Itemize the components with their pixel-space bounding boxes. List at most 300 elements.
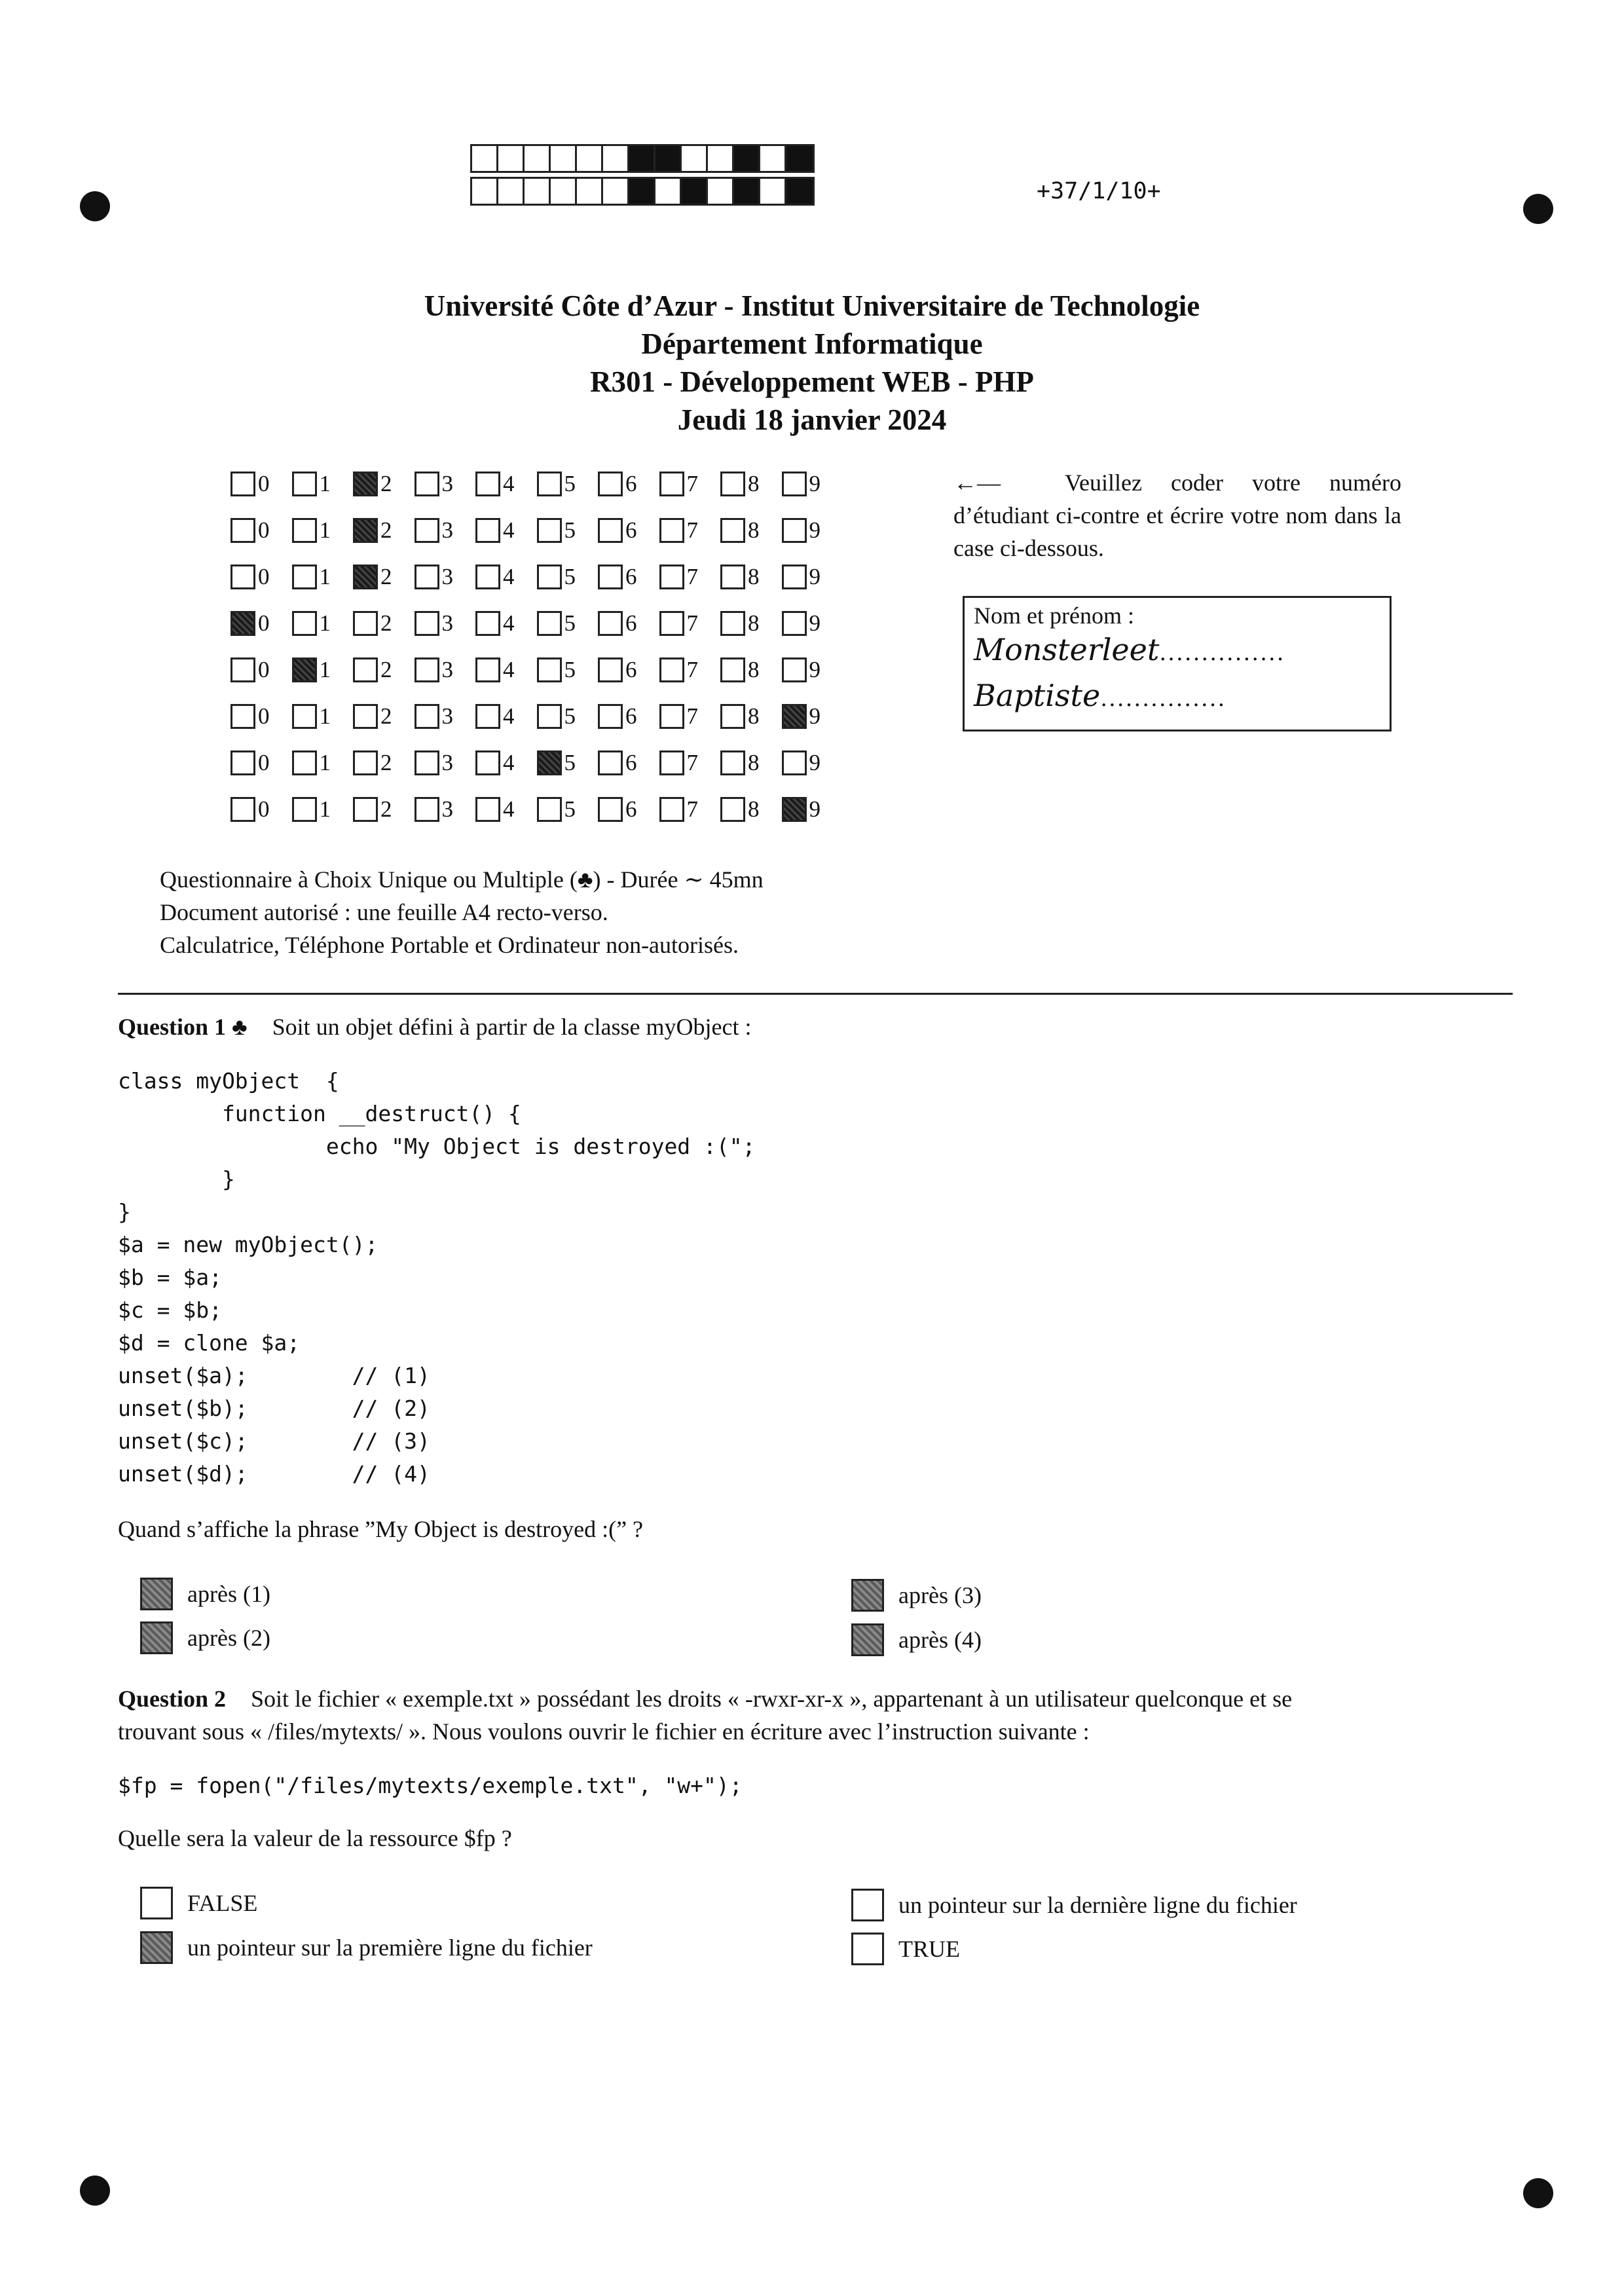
digit-checkbox[interactable] <box>659 657 684 682</box>
student-number-row <box>231 786 843 832</box>
q2-option-last-line-checkbox[interactable] <box>851 1889 884 1921</box>
digit-checkbox[interactable] <box>659 565 684 589</box>
corner-mark-bottom-right <box>1523 2178 1553 2208</box>
student-number-row <box>231 460 843 507</box>
q2-line-1 <box>118 1682 1513 1715</box>
digit-checkbox[interactable] <box>231 611 255 636</box>
digit-checkbox[interactable] <box>353 704 378 729</box>
digit-option[interactable] <box>537 564 599 590</box>
digit-option[interactable] <box>598 471 659 497</box>
digit-label: 2 <box>380 610 392 636</box>
digit-checkbox[interactable] <box>598 518 623 543</box>
digit-checkbox[interactable] <box>537 472 562 496</box>
digit-label: 1 <box>319 749 331 775</box>
digit-checkbox[interactable] <box>720 611 745 636</box>
last-name-handwriting: Monsterleet <box>974 632 1160 667</box>
digit-option[interactable] <box>415 564 476 590</box>
digit-option[interactable] <box>537 796 599 823</box>
digit-label: 6 <box>625 610 637 636</box>
digit-label: 7 <box>686 610 698 636</box>
student-number-grid <box>231 460 843 832</box>
digit-option[interactable] <box>782 796 843 823</box>
q1-option-4[interactable] <box>851 1623 982 1656</box>
binary-code-row-1 <box>470 144 815 173</box>
digit-option[interactable] <box>659 796 721 823</box>
corner-mark-bottom-left <box>80 2176 110 2206</box>
digit-label: 5 <box>564 610 576 636</box>
digit-checkbox[interactable] <box>292 750 317 775</box>
digit-option[interactable] <box>598 610 659 637</box>
q1-option-2-checkbox[interactable] <box>140 1621 173 1654</box>
digit-option[interactable] <box>720 564 782 590</box>
digit-label: 1 <box>319 517 331 543</box>
digit-label: 7 <box>686 703 698 729</box>
digit-checkbox[interactable] <box>537 704 562 729</box>
q2-option-last-line-label: un pointeur sur la dernière ligne du fichier <box>898 1892 1297 1918</box>
digit-checkbox[interactable] <box>353 611 378 636</box>
digit-label: 4 <box>503 517 515 543</box>
digit-option[interactable] <box>659 703 721 730</box>
name-box-title: Nom et prénom : <box>974 602 1134 629</box>
digit-label: 8 <box>748 749 760 775</box>
digit-checkbox[interactable] <box>782 657 807 682</box>
digit-label: 5 <box>564 656 576 682</box>
digit-checkbox[interactable] <box>537 611 562 636</box>
digit-option[interactable] <box>720 610 782 637</box>
instructions-text: Veuillez coder votre numéro d’étudiant ci-contre et écrire votre nom dans la case ci-dessous. <box>953 470 1401 561</box>
digit-checkbox[interactable] <box>475 750 500 775</box>
digit-label: 1 <box>319 563 331 589</box>
digit-label: 4 <box>503 610 515 636</box>
q1-label: Question 1 ♣ <box>118 1014 248 1040</box>
digit-checkbox[interactable] <box>353 472 378 496</box>
digit-option[interactable] <box>231 657 292 683</box>
q2-question: Quelle sera la valeur de la ressource $fp ? <box>118 1825 512 1851</box>
digit-option[interactable] <box>782 564 843 590</box>
digit-checkbox[interactable] <box>231 472 255 496</box>
digit-option[interactable] <box>720 796 782 823</box>
q1-heading <box>118 1010 751 1043</box>
digit-option[interactable] <box>659 517 721 544</box>
digit-checkbox[interactable] <box>415 518 439 543</box>
digit-label: 0 <box>258 563 270 589</box>
q2-option-true[interactable] <box>851 1933 960 1965</box>
digit-checkbox[interactable] <box>659 472 684 496</box>
q2-option-true-label: TRUE <box>898 1936 960 1962</box>
header-divider <box>118 993 1513 995</box>
digit-option[interactable] <box>415 750 476 776</box>
digit-option[interactable] <box>537 657 599 683</box>
q2-option-true-checkbox[interactable] <box>851 1933 884 1965</box>
digit-checkbox[interactable] <box>415 565 439 589</box>
digit-option[interactable] <box>659 564 721 590</box>
digit-checkbox[interactable] <box>782 797 807 822</box>
q2-option-last-line[interactable] <box>851 1889 1297 1921</box>
digit-label: 0 <box>258 610 270 636</box>
header-department: Département Informatique <box>641 327 983 360</box>
digit-label: 8 <box>748 563 760 589</box>
digit-option[interactable] <box>475 564 537 590</box>
digit-label: 3 <box>441 610 453 636</box>
digit-option[interactable] <box>782 657 843 683</box>
digit-checkbox[interactable] <box>659 797 684 822</box>
digit-label: 2 <box>380 470 392 496</box>
digit-option[interactable] <box>720 517 782 544</box>
digit-label: 4 <box>503 656 515 682</box>
digit-checkbox[interactable] <box>475 611 500 636</box>
digit-option[interactable] <box>231 471 292 497</box>
digit-label: 1 <box>319 610 331 636</box>
digit-checkbox[interactable] <box>292 657 317 682</box>
q1-option-3-checkbox[interactable] <box>851 1579 884 1612</box>
digit-option[interactable] <box>292 796 354 823</box>
digit-checkbox[interactable] <box>598 611 623 636</box>
student-number-row <box>231 600 843 646</box>
digit-option[interactable] <box>231 750 292 776</box>
digit-option[interactable] <box>353 796 415 823</box>
binary-code-row-2 <box>470 177 815 206</box>
student-number-row <box>231 739 843 786</box>
q1-option-1[interactable] <box>140 1578 270 1610</box>
digit-label: 1 <box>319 703 331 729</box>
digit-checkbox[interactable] <box>353 565 378 589</box>
digit-option[interactable] <box>353 703 415 730</box>
digit-label: 3 <box>441 749 453 775</box>
digit-option[interactable] <box>720 750 782 776</box>
digit-option[interactable] <box>353 471 415 497</box>
digit-option[interactable] <box>598 517 659 544</box>
q2-option-first-line-label: un pointeur sur la première ligne du fichier <box>187 1935 593 1961</box>
digit-label: 3 <box>441 656 453 682</box>
digit-label: 0 <box>258 470 270 496</box>
digit-label: 7 <box>686 656 698 682</box>
q2-option-false-label: FALSE <box>187 1890 258 1916</box>
digit-checkbox[interactable] <box>475 704 500 729</box>
digit-label: 6 <box>625 656 637 682</box>
digit-checkbox[interactable] <box>537 750 562 775</box>
digit-label: 7 <box>686 796 698 822</box>
q1-option-1-checkbox[interactable] <box>140 1578 173 1610</box>
digit-checkbox[interactable] <box>292 472 317 496</box>
digit-label: 9 <box>809 749 821 775</box>
digit-checkbox[interactable] <box>598 797 623 822</box>
digit-label: 3 <box>441 796 453 822</box>
digit-label: 7 <box>686 749 698 775</box>
digit-checkbox[interactable] <box>292 611 317 636</box>
digit-option[interactable] <box>231 517 292 544</box>
digit-checkbox[interactable] <box>415 704 439 729</box>
digit-checkbox[interactable] <box>659 611 684 636</box>
q1-option-2[interactable] <box>140 1621 270 1654</box>
digit-checkbox[interactable] <box>720 797 745 822</box>
digit-option[interactable] <box>353 610 415 637</box>
digit-option[interactable] <box>782 517 843 544</box>
digit-option[interactable] <box>475 750 537 776</box>
digit-option[interactable] <box>475 657 537 683</box>
digit-checkbox[interactable] <box>598 472 623 496</box>
digit-label: 2 <box>380 703 392 729</box>
digit-label: 6 <box>625 749 637 775</box>
digit-option[interactable] <box>415 471 476 497</box>
digit-checkbox[interactable] <box>231 750 255 775</box>
digit-option[interactable] <box>353 750 415 776</box>
digit-label: 5 <box>564 563 576 589</box>
digit-option[interactable] <box>292 750 354 776</box>
digit-checkbox[interactable] <box>231 704 255 729</box>
name-box[interactable] <box>963 596 1392 731</box>
digit-option[interactable] <box>537 750 599 776</box>
digit-checkbox[interactable] <box>475 518 500 543</box>
digit-option[interactable] <box>475 703 537 730</box>
student-number-row <box>231 553 843 600</box>
digit-checkbox[interactable] <box>415 472 439 496</box>
digit-label: 0 <box>258 749 270 775</box>
digit-option[interactable] <box>598 703 659 730</box>
digit-checkbox[interactable] <box>475 565 500 589</box>
q2-heading <box>118 1682 1513 1748</box>
digit-checkbox[interactable] <box>231 565 255 589</box>
header-date: Jeudi 18 janvier 2024 <box>677 403 947 436</box>
digit-option[interactable] <box>292 657 354 683</box>
digit-option[interactable] <box>292 703 354 730</box>
digit-checkbox[interactable] <box>292 797 317 822</box>
digit-checkbox[interactable] <box>720 750 745 775</box>
digit-checkbox[interactable] <box>415 657 439 682</box>
digit-label: 4 <box>503 563 515 589</box>
digit-label: 1 <box>319 656 331 682</box>
digit-option[interactable] <box>537 610 599 637</box>
digit-checkbox[interactable] <box>720 472 745 496</box>
digit-label: 5 <box>564 703 576 729</box>
q1-question: Quand s’affiche la phrase ”My Object is destroyed :(” ? <box>118 1516 644 1542</box>
corner-mark-top-right <box>1523 194 1553 224</box>
digit-label: 1 <box>319 796 331 822</box>
digit-checkbox[interactable] <box>475 797 500 822</box>
digit-checkbox[interactable] <box>598 565 623 589</box>
digit-option[interactable] <box>598 564 659 590</box>
digit-checkbox[interactable] <box>720 657 745 682</box>
digit-label: 4 <box>503 470 515 496</box>
first-name-line <box>974 678 1226 713</box>
digit-option[interactable] <box>292 564 354 590</box>
digit-label: 6 <box>625 796 637 822</box>
digit-checkbox[interactable] <box>231 657 255 682</box>
digit-label: 8 <box>748 517 760 543</box>
digit-option[interactable] <box>475 610 537 637</box>
digit-label: 9 <box>809 796 821 822</box>
digit-option[interactable] <box>353 657 415 683</box>
digit-option[interactable] <box>537 471 599 497</box>
digit-label: 7 <box>686 563 698 589</box>
q1-option-4-label: après (4) <box>898 1627 982 1653</box>
digit-option[interactable] <box>292 471 354 497</box>
digit-option[interactable] <box>782 610 843 637</box>
last-name-dots: ............... <box>1159 640 1285 666</box>
q2-code: $fp = fopen("/files/mytexts/exemple.txt", "w+"); <box>118 1773 743 1798</box>
digit-label: 4 <box>503 749 515 775</box>
first-name-handwriting: Baptiste <box>974 678 1101 713</box>
digit-label: 3 <box>441 470 453 496</box>
digit-label: 6 <box>625 703 637 729</box>
document-header <box>0 287 1624 439</box>
digit-checkbox[interactable] <box>353 750 378 775</box>
digit-checkbox[interactable] <box>537 518 562 543</box>
digit-checkbox[interactable] <box>353 657 378 682</box>
digit-checkbox[interactable] <box>415 611 439 636</box>
q1-prompt: Soit un objet défini à partir de la classe myObject : <box>272 1014 752 1040</box>
page-id: +37/1/10+ <box>1037 178 1161 204</box>
digit-label: 5 <box>564 470 576 496</box>
digit-checkbox[interactable] <box>720 518 745 543</box>
digit-option[interactable] <box>415 610 476 637</box>
digit-label: 6 <box>625 563 637 589</box>
corner-mark-top-left <box>80 191 110 221</box>
digit-option[interactable] <box>231 610 292 637</box>
digit-label: 4 <box>503 703 515 729</box>
digit-label: 8 <box>748 656 760 682</box>
digit-checkbox[interactable] <box>598 704 623 729</box>
digit-checkbox[interactable] <box>475 472 500 496</box>
digit-option[interactable] <box>537 703 599 730</box>
digit-checkbox[interactable] <box>720 565 745 589</box>
q2-prompt-1: Soit le fichier « exemple.txt » possédant les droits « -rwxr-xr-x », appartenant à un utilisateur quelconque et se <box>251 1686 1293 1712</box>
q1-option-1-label: après (1) <box>187 1581 270 1607</box>
digit-option[interactable] <box>782 471 843 497</box>
digit-option[interactable] <box>659 471 721 497</box>
digit-checkbox[interactable] <box>782 704 807 729</box>
digit-label: 2 <box>380 563 392 589</box>
q2-prompt-2: trouvant sous « /files/mytexts/ ». Nous voulons ouvrir le fichier en écriture avec l’instruction suivante : <box>118 1718 1090 1745</box>
digit-option[interactable] <box>659 610 721 637</box>
digit-checkbox[interactable] <box>231 518 255 543</box>
digit-checkbox[interactable] <box>659 518 684 543</box>
q1-option-3[interactable] <box>851 1579 982 1612</box>
digit-option[interactable] <box>598 750 659 776</box>
digit-label: 0 <box>258 656 270 682</box>
q2-option-false[interactable] <box>140 1887 257 1919</box>
digit-option[interactable] <box>415 657 476 683</box>
digit-label: 9 <box>809 656 821 682</box>
q2-label: Question 2 <box>118 1686 227 1712</box>
digit-checkbox[interactable] <box>598 750 623 775</box>
digit-label: 4 <box>503 796 515 822</box>
digit-option[interactable] <box>353 564 415 590</box>
digit-option[interactable] <box>415 796 476 823</box>
digit-label: 0 <box>258 796 270 822</box>
digit-checkbox[interactable] <box>659 750 684 775</box>
digit-option[interactable] <box>720 471 782 497</box>
digit-checkbox[interactable] <box>353 518 378 543</box>
digit-option[interactable] <box>659 750 721 776</box>
first-name-dots: ............... <box>1100 686 1227 712</box>
digit-checkbox[interactable] <box>231 797 255 822</box>
q1-code: class myObject { function __destruct() { echo "My Object is destroyed :("; } } $a = new myObject(); $b = $a; $c = $b; $d = clone $a; unset($a); // (1) unset($b); // (2) unset($c); // (3) unset($d); // (4) <box>118 1068 756 1487</box>
digit-checkbox[interactable] <box>782 611 807 636</box>
digit-option[interactable] <box>720 657 782 683</box>
digit-label: 2 <box>380 749 392 775</box>
digit-label: 3 <box>441 563 453 589</box>
header-university: Université Côte d’Azur - Institut Universitaire de Technologie <box>424 289 1200 322</box>
digit-checkbox[interactable] <box>598 657 623 682</box>
exam-info <box>160 863 764 961</box>
digit-label: 9 <box>809 703 821 729</box>
digit-label: 8 <box>748 610 760 636</box>
digit-checkbox[interactable] <box>659 704 684 729</box>
digit-label: 9 <box>809 563 821 589</box>
digit-option[interactable] <box>475 471 537 497</box>
digit-label: 1 <box>319 470 331 496</box>
exam-info-line-2: Document autorisé : une feuille A4 recto-verso. <box>160 899 608 925</box>
digit-option[interactable] <box>415 703 476 730</box>
digit-checkbox[interactable] <box>415 797 439 822</box>
digit-checkbox[interactable] <box>292 704 317 729</box>
digit-option[interactable] <box>782 750 843 776</box>
digit-option[interactable] <box>598 657 659 683</box>
digit-checkbox[interactable] <box>537 565 562 589</box>
digit-option[interactable] <box>475 796 537 823</box>
student-number-row <box>231 693 843 739</box>
digit-option[interactable] <box>598 796 659 823</box>
exam-info-line-3: Calculatrice, Téléphone Portable et Ordinateur non-autorisés. <box>160 932 739 958</box>
digit-option[interactable] <box>782 703 843 730</box>
q2-option-first-line-checkbox[interactable] <box>140 1931 173 1964</box>
q1-option-4-checkbox[interactable] <box>851 1623 884 1656</box>
digit-option[interactable] <box>659 657 721 683</box>
digit-checkbox[interactable] <box>720 704 745 729</box>
student-number-row <box>231 646 843 693</box>
digit-checkbox[interactable] <box>782 472 807 496</box>
digit-label: 8 <box>748 796 760 822</box>
digit-checkbox[interactable] <box>537 797 562 822</box>
digit-option[interactable] <box>231 564 292 590</box>
digit-option[interactable] <box>231 796 292 823</box>
digit-checkbox[interactable] <box>353 797 378 822</box>
exam-info-line-1: Questionnaire à Choix Unique ou Multiple (♣) - Durée ∼ 45mn <box>160 866 764 893</box>
digit-option[interactable] <box>720 703 782 730</box>
digit-checkbox[interactable] <box>782 518 807 543</box>
digit-checkbox[interactable] <box>292 565 317 589</box>
digit-option[interactable] <box>475 517 537 544</box>
digit-option[interactable] <box>231 703 292 730</box>
digit-label: 2 <box>380 656 392 682</box>
digit-label: 0 <box>258 517 270 543</box>
last-name-line <box>974 632 1285 667</box>
digit-option[interactable] <box>292 517 354 544</box>
student-number-row <box>231 507 843 553</box>
digit-checkbox[interactable] <box>415 750 439 775</box>
digit-option[interactable] <box>415 517 476 544</box>
digit-label: 6 <box>625 470 637 496</box>
digit-label: 3 <box>441 703 453 729</box>
digit-checkbox[interactable] <box>292 518 317 543</box>
q2-option-false-checkbox[interactable] <box>140 1887 173 1919</box>
digit-label: 5 <box>564 517 576 543</box>
digit-checkbox[interactable] <box>537 657 562 682</box>
q1-option-3-label: après (3) <box>898 1582 982 1608</box>
digit-label: 2 <box>380 796 392 822</box>
digit-checkbox[interactable] <box>782 565 807 589</box>
digit-option[interactable] <box>292 610 354 637</box>
digit-checkbox[interactable] <box>475 657 500 682</box>
digit-option[interactable] <box>537 517 599 544</box>
digit-label: 3 <box>441 517 453 543</box>
digit-checkbox[interactable] <box>782 750 807 775</box>
digit-label: 0 <box>258 703 270 729</box>
digit-option[interactable] <box>353 517 415 544</box>
q2-option-first-line[interactable] <box>140 1931 593 1964</box>
student-instructions <box>953 466 1401 565</box>
digit-label: 9 <box>809 470 821 496</box>
